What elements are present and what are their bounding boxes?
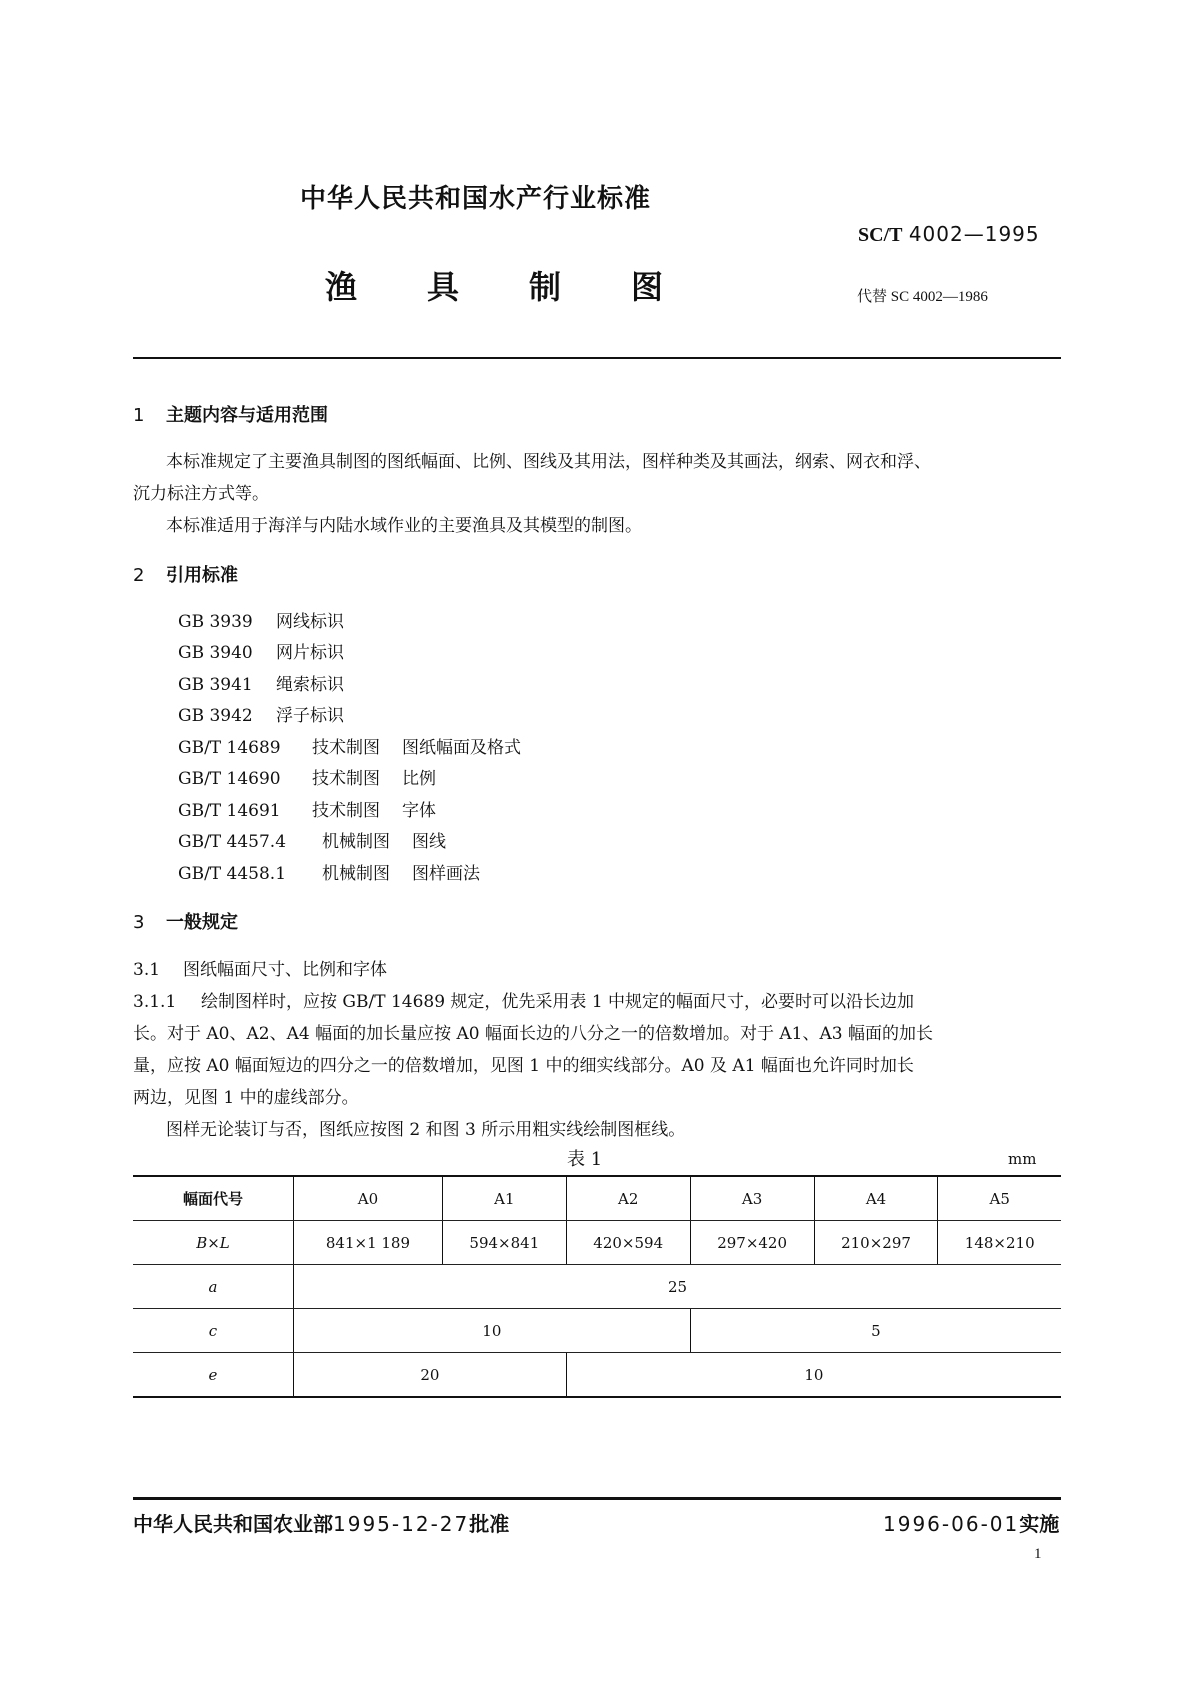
subsection-3-1-heading [133, 955, 387, 980]
table-header-cell: A2 [566, 1176, 690, 1221]
paragraph-line: 长。对于 A0、A2、A4 幅面的加长量应按 A0 幅面长边的八分之一的倍数增加。对于 A1、A3 幅面的加长 [133, 1024, 933, 1044]
subsection-number: 3.1 [133, 960, 161, 980]
paragraph-line: 量，应按 A0 幅面短边的四分之一的倍数增加，见图 1 中的细实线部分。A0 及 A1 幅面也允许同时加长 [133, 1056, 914, 1076]
approve-word: 批准 [469, 1512, 510, 1536]
reference-item [178, 827, 446, 852]
reference-code: GB 3940 [178, 643, 253, 663]
paragraph-line: 两边，见图 1 中的虚线部分。 [133, 1088, 359, 1108]
reference-item [178, 670, 344, 695]
reference-title: 字体 [402, 801, 436, 821]
reference-item [178, 638, 344, 663]
approval-line [133, 1508, 509, 1537]
effective-date: 1996-06-01 [883, 1512, 1020, 1536]
header-divider [133, 357, 1061, 359]
table-header-cell: A5 [938, 1176, 1061, 1221]
table-header-cell: 幅面代号 [133, 1176, 294, 1221]
reference-title: 图样画法 [412, 864, 480, 884]
reference-code: GB 3941 [178, 675, 253, 695]
table-row [133, 1353, 1061, 1398]
approve-date: 1995-12-27 [333, 1512, 470, 1536]
reference-title: 绳索标识 [276, 675, 344, 695]
reference-title: 网片标识 [276, 643, 344, 663]
footer-divider [133, 1497, 1061, 1500]
standard-code [858, 222, 1040, 247]
reference-item [178, 859, 480, 884]
paragraph: 图样无论装订与否，图纸应按图 2 和图 3 所示用粗实线绘制图框线。 [166, 1120, 686, 1140]
table-row [133, 1221, 1061, 1265]
row-label: e [133, 1353, 294, 1398]
row-label: c [133, 1309, 294, 1353]
title-char: 图 [631, 268, 664, 306]
table-cell: 10 [294, 1309, 691, 1353]
section-2-heading [133, 561, 238, 587]
paragraph: 本标准规定了主要渔具制图的图纸幅面、比例、图线及其用法，图样种类及其画法，纲索、网衣和浮、 [166, 452, 931, 472]
table-cell: 148×210 [938, 1221, 1061, 1265]
standard-code-prefix: SC/T [858, 224, 903, 246]
effective-line [883, 1508, 1059, 1537]
table-cell: 594×841 [442, 1221, 566, 1265]
section-number: 1 [133, 405, 145, 426]
reference-category: 技术制图 [312, 738, 380, 758]
table-caption: 表 1 [567, 1149, 603, 1170]
table-header-row [133, 1176, 1061, 1221]
issuing-authority: 中华人民共和国水产行业标准 [300, 184, 652, 214]
reference-title: 浮子标识 [276, 706, 344, 726]
table-cell: 297×420 [690, 1221, 814, 1265]
reference-code: GB 3942 [178, 706, 253, 726]
title-char: 制 [529, 268, 562, 306]
reference-title: 网线标识 [276, 612, 344, 632]
table-header-cell: A0 [294, 1176, 443, 1221]
paragraph [133, 987, 914, 1012]
table-header-cell: A3 [690, 1176, 814, 1221]
reference-item [178, 607, 344, 632]
reference-category: 技术制图 [312, 769, 380, 789]
table-cell: 20 [294, 1353, 567, 1398]
section-title: 引用标准 [166, 565, 238, 586]
table-cell: 841×1 189 [294, 1221, 443, 1265]
title-char: 渔 [325, 268, 358, 306]
section-number: 3 [133, 912, 145, 933]
reference-item [178, 764, 436, 789]
reference-category: 技术制图 [312, 801, 380, 821]
page-number: 1 [1034, 1546, 1042, 1562]
subsection-title: 图纸幅面尺寸、比例和字体 [183, 960, 387, 980]
reference-code: GB/T 14691 [178, 801, 281, 821]
reference-code: GB/T 4458.1 [178, 864, 287, 884]
paragraph: 沉力标注方式等。 [133, 484, 269, 504]
table-row [133, 1265, 1061, 1309]
section-title: 主题内容与适用范围 [166, 405, 328, 426]
title-char: 具 [427, 268, 460, 306]
table-header-cell: A1 [442, 1176, 566, 1221]
table-header-cell: A4 [814, 1176, 938, 1221]
paper-size-table [133, 1175, 1061, 1398]
table-row [133, 1309, 1061, 1353]
reference-item [178, 701, 344, 726]
section-number: 2 [133, 565, 145, 586]
standard-code-number: 4002—1995 [908, 222, 1040, 246]
reference-code: GB 3939 [178, 612, 253, 632]
table-cell: 5 [690, 1309, 1061, 1353]
reference-item [178, 733, 521, 758]
approver: 中华人民共和国农业部 [133, 1512, 333, 1536]
table-cell: 25 [294, 1265, 1062, 1309]
row-label: a [133, 1265, 294, 1309]
table-cell: 420×594 [566, 1221, 690, 1265]
paragraph: 本标准适用于海洋与内陆水域作业的主要渔具及其模型的制图。 [166, 516, 642, 536]
table-unit: mm [1008, 1150, 1037, 1168]
reference-title: 图纸幅面及格式 [402, 738, 521, 758]
section-1-heading [133, 401, 328, 427]
subsection-number: 3.1.1 [133, 992, 177, 1012]
reference-category: 机械制图 [322, 832, 390, 852]
reference-item [178, 796, 436, 821]
paragraph-line: 绘制图样时，应按 GB/T 14689 规定，优先采用表 1 中规定的幅面尺寸，必要时可以沿长边加 [201, 992, 915, 1012]
section-3-heading [133, 908, 238, 934]
table-cell: 10 [566, 1353, 1061, 1398]
table-cell: 210×297 [814, 1221, 938, 1265]
reference-title: 比例 [402, 769, 436, 789]
reference-title: 图线 [412, 832, 446, 852]
replaces-note: 代替 SC 4002—1986 [857, 289, 988, 305]
reference-code: GB/T 4457.4 [178, 832, 287, 852]
document-title [325, 262, 733, 308]
reference-code: GB/T 14690 [178, 769, 281, 789]
reference-code: GB/T 14689 [178, 738, 281, 758]
effective-word: 实施 [1019, 1512, 1060, 1536]
section-title: 一般规定 [166, 912, 238, 933]
reference-category: 机械制图 [322, 864, 390, 884]
row-label: B×L [133, 1221, 294, 1265]
